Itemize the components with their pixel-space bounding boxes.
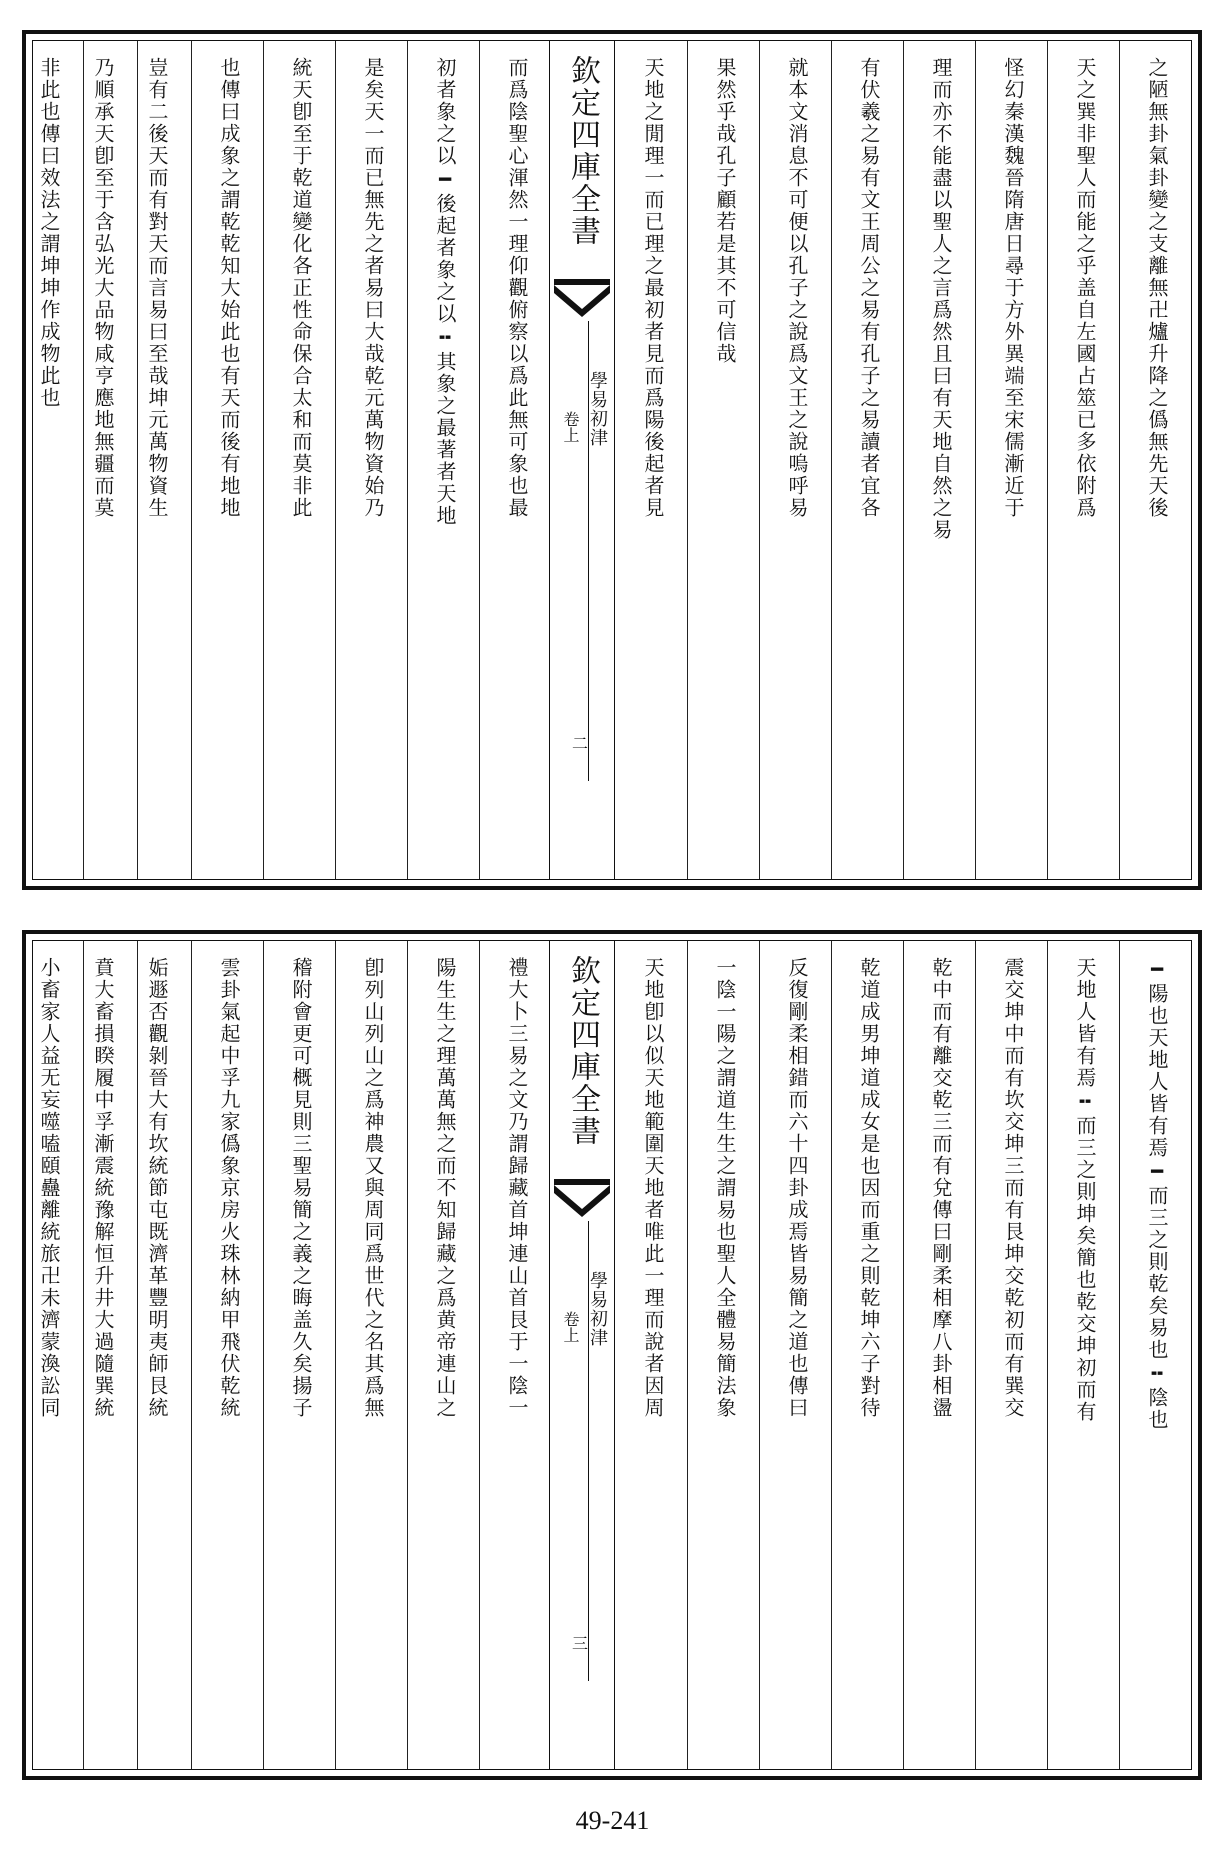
text-column: 就本文消息不可便以孔子之說爲文王之說嗚呼易 [759, 41, 831, 879]
text-column: 是矣天一而已無先之者易曰大哉乾元萬物資始乃 [335, 41, 407, 879]
text-column: 怪幻秦漢魏晉隋唐日尋于方外異端至宋儒漸近于 [975, 41, 1047, 879]
text-column: 稽附會更可概見則三聖易簡之義之晦盖久矣揚子 [263, 941, 335, 1769]
page-number-marker: 三 [572, 1634, 589, 1653]
text-column: 乃順承天卽至于含弘光大品物咸亨應地無疆而莫 [83, 41, 137, 879]
fold-margin [549, 941, 615, 1769]
text-column: 陽生生之理萬萬無之而不知歸藏之爲黄帝連山之 [407, 941, 479, 1769]
text-column: 震交坤中而有坎交坤三而有艮坤交乾初而有巽交 [975, 941, 1047, 1769]
text-column: 天地卽以似天地範圍天地者唯此一理而說者因周 [641, 957, 665, 1419]
volume-label: 卷上 [561, 1311, 580, 1343]
text-column: 小畜家人益无妄噬嗑頤蠱離統旅卍未濟蒙渙訟同 [37, 957, 61, 1419]
page-panel-top [22, 30, 1202, 890]
text-column: 乾道成男坤道成女是也因而重之則乾坤六子對待 [831, 941, 903, 1769]
fishtail-ornament-icon [554, 279, 610, 319]
text-column: 卽列山列山之爲神農又與周同爲世代之名其爲無 [335, 941, 407, 1769]
text-column: 禮大卜三易之文乃謂歸藏首坤連山首艮于一陰一 [479, 941, 551, 1769]
book-title: 學易初津 [587, 1271, 608, 1347]
text-column: 天之巽非聖人而能之乎盖自左國占筮已多依附爲 [1047, 41, 1119, 879]
text-column: ━陽也天地人皆有焉━而三之則乾矣易也╍陰也 [1119, 941, 1191, 1769]
collection-title: 欽定四庫全書 [565, 55, 600, 247]
text-column: 初者象之以━後起者象之以╍其象之最著者天地 [407, 41, 479, 879]
text-column: 也傳曰成象之謂乾乾知大始此也有天而後有地地 [191, 41, 263, 879]
text-column: 之陋無卦氣卦變之支離無卍爐升降之僞無先天後 [1119, 41, 1191, 879]
text-column: 賁大畜損睽履中孚漸震統豫解恒升井大過隨巽統 [83, 941, 137, 1769]
page-panel-bottom [22, 930, 1202, 1780]
text-column: 一陰一陽之謂道生生之謂易也聖人全體易簡法象 [687, 941, 759, 1769]
text-column: 天地之閒理一而已理之最初者見而爲陽後起者見 [641, 57, 665, 519]
page-frame [32, 40, 1192, 880]
collection-title: 欽定四庫全書 [565, 955, 600, 1147]
text-column: 雲卦氣起中孚九家僞象京房火珠林納甲飛伏乾統 [191, 941, 263, 1769]
text-column: 果然乎哉孔子顧若是其不可信哉 [687, 41, 759, 879]
fishtail-ornament-icon [554, 1179, 610, 1219]
text-column: 統天卽至于乾道變化各正性命保合太和而莫非此 [263, 41, 335, 879]
volume-label: 卷上 [561, 411, 580, 443]
text-column: 非此也傳曰效法之謂坤坤作成物此也 [37, 57, 61, 409]
text-column: 反復剛柔相錯而六十四卦成焉皆易簡之道也傳曰 [759, 941, 831, 1769]
page-number-marker: 二 [572, 734, 589, 753]
scan-page-number: 49-241 [575, 1806, 650, 1835]
text-column: 乾中而有離交乾三而有兌傳曰剛柔相摩八卦相盪 [903, 941, 975, 1769]
book-title: 學易初津 [587, 371, 608, 447]
text-column: 有伏羲之易有文王周公之易有孔子之易讀者宜各 [831, 41, 903, 879]
text-column: 理而亦不能盡以聖人之言爲然且曰有天地自然之易 [903, 41, 975, 879]
text-column: 姤遯否觀剝晉大有坎統節屯既濟革豐明夷師艮統 [137, 941, 191, 1769]
text-column: 豈有二後天而有對天而言易曰至哉坤元萬物資生 [137, 41, 191, 879]
text-column: 天地人皆有焉╍而三之則坤矣簡也乾交坤初而有 [1047, 941, 1119, 1769]
fold-margin [549, 41, 615, 879]
page-frame [32, 940, 1192, 1770]
text-column: 而爲陰聖心渾然一理仰觀俯察以爲此無可象也最 [479, 41, 551, 879]
